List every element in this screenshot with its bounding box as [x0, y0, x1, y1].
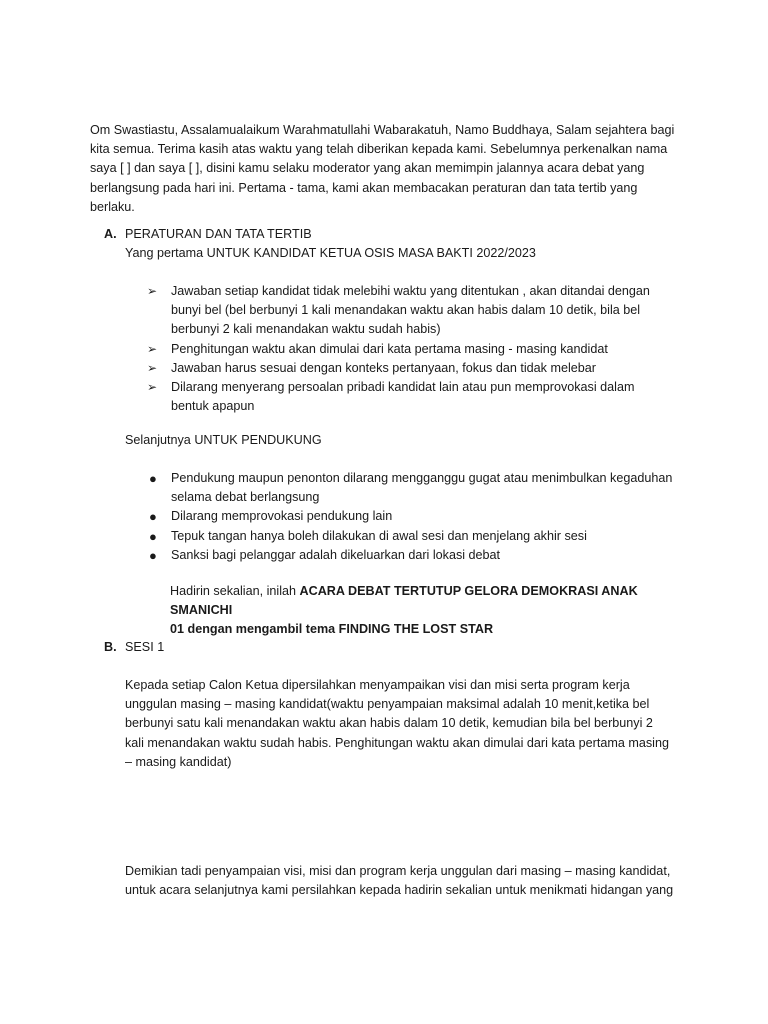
candidate-rules-list — [147, 282, 667, 416]
supporter-rules-list — [147, 469, 687, 565]
list-item — [147, 527, 687, 546]
list-item — [147, 507, 687, 526]
arrow-bullet-icon: ➢ — [147, 360, 158, 375]
event-title: ACARA DEBAT TERTUTUP GELORA DEMOKRASI ANAK SMANICHI — [170, 584, 638, 618]
arrow-bullet-icon: ➢ — [147, 284, 158, 298]
intro-line: berlangsung pada hari ini. Pertama - tama, kami akan membacakan peraturan dan tata tertib yang — [90, 180, 638, 195]
list-item-line: Penghitungan waktu akan dimulai dari kata pertama masing - masing kandidat — [171, 341, 608, 356]
section-b-closing — [125, 862, 685, 900]
supporter-heading: Selanjutnya UNTUK PENDUKUNG — [125, 433, 322, 447]
arrow-bullet-icon: ➢ — [147, 380, 158, 395]
body-line: berbunyi satu kali menandakan waktu akan habis dalam 10 detik, kemudian bila bel berbunyi 2 — [125, 716, 653, 731]
section-a-subtitle: Yang pertama UNTUK KANDIDAT KETUA OSIS MASA BAKTI 2022/2023 — [125, 246, 536, 260]
intro-line: berlaku. — [90, 199, 135, 214]
list-item-line: Dilarang menyerang persoalan pribadi kandidat lain atau pun memprovokasi dalam — [171, 380, 635, 395]
list-item — [147, 378, 667, 416]
intro-line: saya [ ] dan saya [ ], disini kamu selaku moderator yang akan memimpin jalannya acara debat yang — [90, 161, 645, 176]
list-item-line: selama debat berlangsung — [171, 490, 320, 505]
intro-line: Om Swastiastu, Assalamualaikum Warahmatullahi Wabarakatuh, Namo Buddhaya, Salam sejahtera bagi — [90, 123, 675, 137]
section-b-letter: B. — [104, 640, 117, 654]
section-a-letter: A. — [104, 227, 117, 241]
list-item-line: Sanksi bagi pelanggar adalah dikeluarkan dari lokasi debat — [171, 547, 501, 562]
dot-bullet-icon: ● — [149, 547, 157, 563]
closing-prefix: Hadirin sekalian, inilah — [170, 584, 300, 598]
list-item-line: Pendukung maupun penonton dilarang mengganggu gugat atau menimbulkan kegaduhan — [171, 471, 673, 485]
dot-bullet-icon: ● — [149, 471, 157, 486]
list-item-line: Tepuk tangan hanya boleh dilakukan di awal sesi dan menjelang akhir sesi — [171, 528, 587, 543]
section-b-body — [125, 676, 685, 772]
dot-bullet-icon: ● — [149, 528, 157, 544]
intro-line: kita semua. Terima kasih atas waktu yang telah diberikan kepada kami. Sebelumnya perkenalkan nama — [90, 142, 668, 157]
section-a-title: PERATURAN DAN TATA TERTIB — [125, 227, 312, 241]
body-line: kali menandakan waktu sudah habis. Penghitungan waktu akan dimulai dari kata pertama masing — [125, 735, 669, 750]
list-item — [147, 340, 667, 359]
body-line: – masing kandidat) — [125, 754, 232, 769]
list-item-line: bentuk apapun — [171, 399, 255, 414]
arrow-bullet-icon: ➢ — [147, 341, 158, 356]
body-line: untuk acara selanjutnya kami persilahkan kepada hadirin sekalian untuk menikmati hidangan yang — [125, 883, 674, 898]
list-item — [147, 359, 667, 378]
dot-bullet-icon: ● — [149, 509, 157, 525]
section-b-title: SESI 1 — [125, 640, 165, 654]
list-item-line: berbunyi 2 kali menandakan waktu sudah habis) — [171, 322, 441, 337]
list-item-line: bunyi bel (bel berbunyi 1 kali menandakan waktu akan habis dalam 10 detik, bila bel — [171, 303, 641, 318]
list-item — [147, 282, 667, 340]
body-line: Kepada setiap Calon Ketua dipersilahkan menyampaikan visi dan misi serta program kerja — [125, 678, 630, 692]
event-theme: 01 dengan mengambil tema FINDING THE LOST STAR — [170, 622, 494, 637]
intro-paragraph — [90, 121, 690, 217]
list-item — [147, 546, 687, 565]
list-item-line: Jawaban harus sesuai dengan konteks pertanyaan, fokus dan tidak melebar — [171, 360, 596, 375]
closing-announcement — [170, 582, 690, 640]
body-line: unggulan masing – masing kandidat(waktu penyampaian maksimal adalah 10 menit,ketika bel — [125, 697, 650, 712]
list-item — [147, 469, 687, 507]
list-item-line: Jawaban setiap kandidat tidak melebihi waktu yang ditentukan , akan ditandai dengan — [171, 284, 650, 298]
list-item-line: Dilarang memprovokasi pendukung lain — [171, 509, 393, 524]
body-line: Demikian tadi penyampaian visi, misi dan program kerja unggulan dari masing – masing kandidat, — [125, 864, 671, 878]
